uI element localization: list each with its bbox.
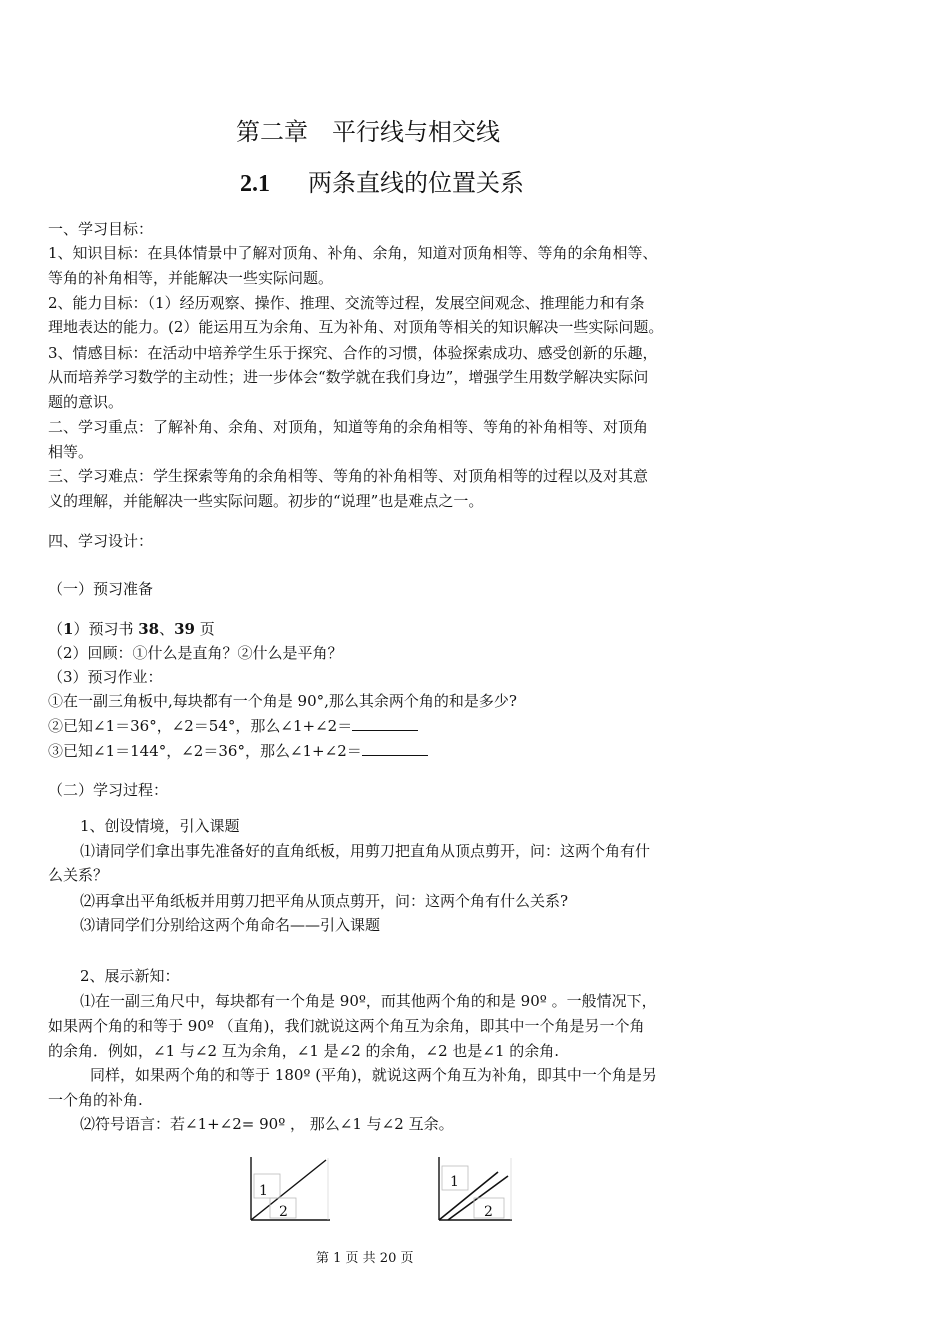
text-line: 等角的补角相等，并能解决一些实际问题。 (48, 269, 334, 287)
heading-goals: 一、学习目标： (48, 220, 154, 238)
fig1-angle-label-1: 1 (259, 1183, 268, 1199)
chapter-number: 第二章 (236, 118, 308, 146)
fig2-angle-label-2: 2 (484, 1204, 493, 1220)
step-2-title: 2、展示新知： (80, 967, 180, 985)
text-line: 么关系？ (48, 866, 109, 884)
chapter-title (236, 117, 500, 147)
text-line: 1、知识目标：在具体情景中了解对顶角、补角、余角，知道对顶角相等、等角的余角相等、 (48, 244, 658, 262)
figure-split-angle (432, 1154, 518, 1224)
heading-key-points: 二、学习重点：了解补角、余角、对顶角，知道等角的余角相等、等角的补角相等、对顶角 (48, 418, 649, 436)
text-line: ⑶请同学们分别给这两个角命名——引入课题 (80, 916, 381, 934)
heading-design: 四、学习设计： (48, 532, 154, 550)
section-name: 两条直线的位置关系 (308, 169, 524, 197)
text-line: 3、情感目标：在活动中培养学生乐于探究、合作的习惯，体验探索成功、感受创新的乐趣， (48, 344, 658, 362)
text-line: 一个角的补角. (48, 1091, 143, 1109)
text-line: ⑴请同学们拿出事先准备好的直角纸板，用剪刀把直角从顶点剪开，问：这两个角有什 (80, 842, 651, 860)
text-line: ⑵符号语言：若∠1+∠2= 90º ， 那么∠1 与∠2 互余。 (80, 1115, 454, 1133)
text-line: 相等。 (48, 443, 94, 461)
preview-item-1: （1）预习书 38、39 页 (48, 620, 215, 638)
chapter-name: 平行线与相交线 (332, 118, 500, 146)
text-line: 义的理解，并能解决一些实际问题。初步的“说理”也是难点之一。 (48, 492, 484, 510)
exercise-3: ③已知∠1＝144°，∠2＝36°，那么∠1+∠2＝ (48, 741, 428, 761)
preview-item-3: （3）预习作业： (48, 668, 163, 686)
fig1-angle-label-2: 2 (279, 1204, 288, 1220)
text-line: 理地表达的能力。(2）能运用互为余角、互为补角、对顶角等相关的知识解决一些实际问题。 (48, 318, 664, 336)
text-line: 的余角．例如，∠1 与∠2 互为余角，∠1 是∠2 的余角，∠2 也是∠1 的余角. (48, 1042, 560, 1060)
exercise-1: ①在一副三角板中,每块都有一个角是 90°,那么其余两个角的和是多少? (48, 692, 517, 710)
answer-blank[interactable] (352, 716, 418, 731)
text-line: ⑴在一副三角尺中，每块都有一个角是 90º，而其他两个角的和是 90º 。一般情况下， (80, 992, 657, 1010)
text-line: ⑵再拿出平角纸板并用剪刀把平角从顶点剪开，问：这两个角有什么关系? (80, 892, 569, 910)
heading-difficulties: 三、学习难点：学生探索等角的余角相等、等角的补角相等、对顶角相等的过程以及对其意 (48, 467, 649, 485)
preview-item-2: （2）回顾：①什么是直角？②什么是平角？ (48, 644, 343, 662)
text-line: 同样，如果两个角的和等于 180º (平角)，就说这两个角互为补角，即其中一个角是另 (90, 1066, 657, 1084)
figure-complementary-angles (244, 1154, 334, 1224)
text-line: 2、能力目标：（1）经历观察、操作、推理、交流等过程，发展空间观念、推理能力和有条 (48, 294, 645, 312)
fig2-angle-label-1: 1 (450, 1174, 459, 1190)
heading-preview: （一）预习准备 (48, 580, 154, 598)
text-line: 如果两个角的和等于 90º （直角)，我们就说这两个角互为余角，即其中一个角是另一个角 (48, 1017, 645, 1035)
page-footer: 第 1 页 共 20 页 (316, 1251, 414, 1266)
heading-process: （二）学习过程： (48, 781, 169, 799)
section-title (240, 168, 524, 199)
step-1-title: 1、创设情境，引入课题 (80, 817, 240, 835)
answer-blank[interactable] (362, 741, 428, 756)
text-line: 从而培养学习数学的主动性；进一步体会“数学就在我们身边”，增强学生用数学解决实际问 (48, 368, 649, 386)
exercise-2: ②已知∠1＝36°，∠2＝54°，那么∠1+∠2＝ (48, 716, 418, 736)
text-line: 题的意识。 (48, 393, 124, 411)
section-number: 2.1 (240, 171, 270, 197)
